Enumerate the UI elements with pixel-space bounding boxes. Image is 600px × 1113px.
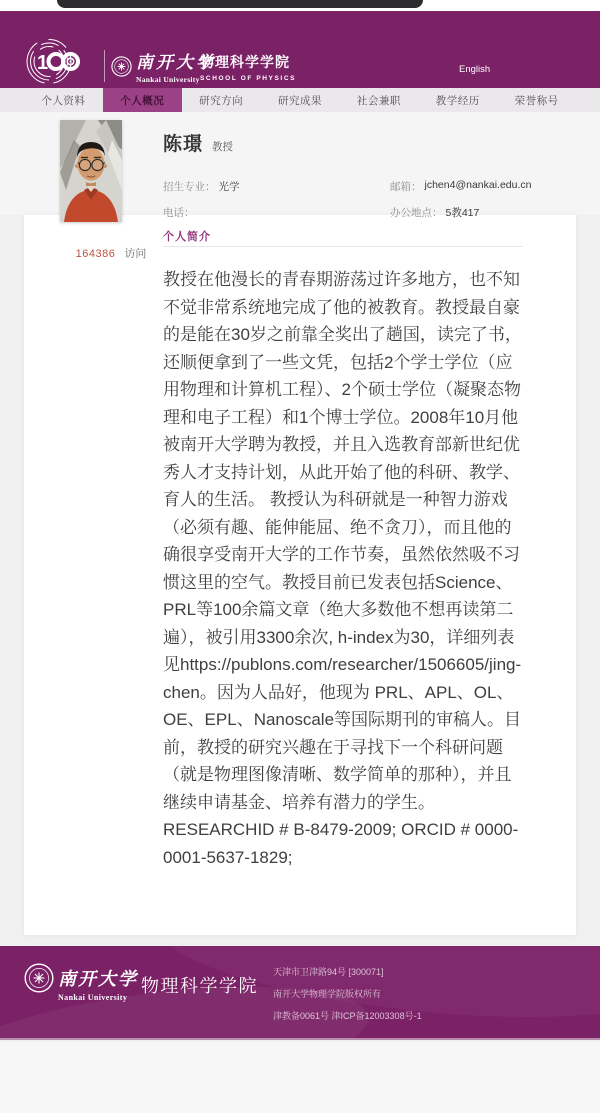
- tab-research-directions[interactable]: 研究方向: [199, 94, 244, 107]
- name-row: [163, 129, 233, 156]
- english-language-link[interactable]: English: [459, 64, 491, 75]
- university-name-zh: 南开大学: [136, 53, 216, 73]
- phone-label: 电话：: [163, 207, 195, 219]
- nav-tabs: [24, 88, 576, 112]
- section-divider: [163, 246, 523, 247]
- tab-honorary-titles[interactable]: 荣誉称号: [514, 94, 559, 107]
- footer-school-name: 物理科学学院: [141, 976, 258, 996]
- tab-social-positions[interactable]: 社会兼职: [356, 94, 401, 107]
- footer-address: 天津市卫津路94号 [300071]: [273, 967, 384, 977]
- tab-teaching-experience[interactable]: 教学经历: [435, 94, 480, 107]
- major-value: 光学: [218, 181, 240, 193]
- person-title: 教授: [212, 141, 234, 153]
- footer-copyright: 南开大学物理学院版权所有: [273, 989, 382, 999]
- visit-counter: [56, 245, 166, 261]
- office-value: 5教417: [445, 207, 480, 219]
- system-overlay-remnant: [57, 0, 423, 8]
- site-header: [0, 11, 600, 88]
- field-email: [390, 179, 531, 194]
- bottom-strip: [0, 1042, 600, 1113]
- field-office: [390, 205, 531, 220]
- university-seal-icon: [111, 56, 132, 77]
- top-strip: [0, 0, 600, 11]
- university-name-en: Nankai University: [136, 75, 200, 84]
- biography-text: [163, 266, 522, 871]
- field-major: [163, 179, 390, 194]
- site-footer: [0, 946, 600, 1040]
- school-name-en: SCHOOL OF PHYSICS: [200, 75, 297, 82]
- header-divider: [104, 50, 105, 82]
- major-label: 招生专业：: [163, 181, 216, 193]
- email-value: jchen4@nankai.edu.cn: [424, 179, 532, 191]
- footer-university-name-zh: 南开大学: [58, 969, 138, 990]
- footer-university-name-en: Nankai University: [58, 993, 128, 1002]
- svg-text:1: 1: [37, 52, 49, 74]
- tab-research-results[interactable]: 研究成果: [278, 94, 322, 107]
- tab-personal-overview[interactable]: 个人概况: [103, 88, 182, 112]
- biography-paragraph: 教授在他漫长的青春期游荡过许多地方，也不知不觉非常系统地完成了他的被教育。教授最自豪的是能在30岁之前靠全奖出了趟国，读完了书，还顺便拿到了一些文凭，包括2个学士学位（应用物理和计算机工程）、2个硕士学位（凝聚态物理和电子工程）和1个博士学位。2008年10月他被南开大学聘为教授，并且入选教育部新世纪优秀人才支持计划，从此开始了他的科研、教学、育人的生活。 教授认为科研就是一种智力游戏（必须有趣、能伸能屈、绝不贪刀），而且他的确很享受南开大学的工作节奏，虽然依然吸不习惯这里的空气。教授目前已发表包括Science、PRL等100余篇文章（绝大多数他不想再读第二遍），被引用3300余次, h-index为30，详细列表见https://publons.com/researcher/1506605/jing-chen。因为人品好，他现为 PRL、APL、OL、OE、EPL、Nanoscale等国际期刊的审稿人。目前，教授的研究兴趣在于寻找下一个科研问题（就是物理图像清晰、数学简单的那种），并且继续申请基金、培养有潜力的学生。: [163, 270, 522, 812]
- person-name: 陈璟: [163, 134, 204, 155]
- contact-info: [163, 179, 531, 220]
- main-nav: [0, 88, 600, 112]
- profile-photo: [60, 120, 122, 222]
- school-wordmark: [200, 52, 296, 82]
- school-name-zh: 物理科学学院: [200, 54, 290, 70]
- field-phone: [163, 205, 390, 220]
- office-label: 办公地点：: [390, 207, 443, 219]
- footer-info: [273, 965, 422, 1031]
- visit-label: 访问: [124, 248, 147, 260]
- email-label: 邮箱：: [390, 181, 422, 193]
- footer-university-seal-icon: [24, 963, 54, 993]
- footer-university-wordmark: [58, 965, 138, 1002]
- researcher-ids: RESEARCHID # B-8479-2009; ORCID # 0000-0001-5637-1829;: [163, 820, 519, 867]
- section-title-bio: 个人简介: [163, 231, 211, 243]
- footer-icp-registration: 津教备0061号 津ICP备12003308号-1: [273, 1011, 422, 1021]
- tab-personal-info[interactable]: 个人资料: [41, 94, 86, 107]
- visit-count: 164386: [75, 248, 116, 260]
- anniversary-100-icon: [25, 38, 88, 85]
